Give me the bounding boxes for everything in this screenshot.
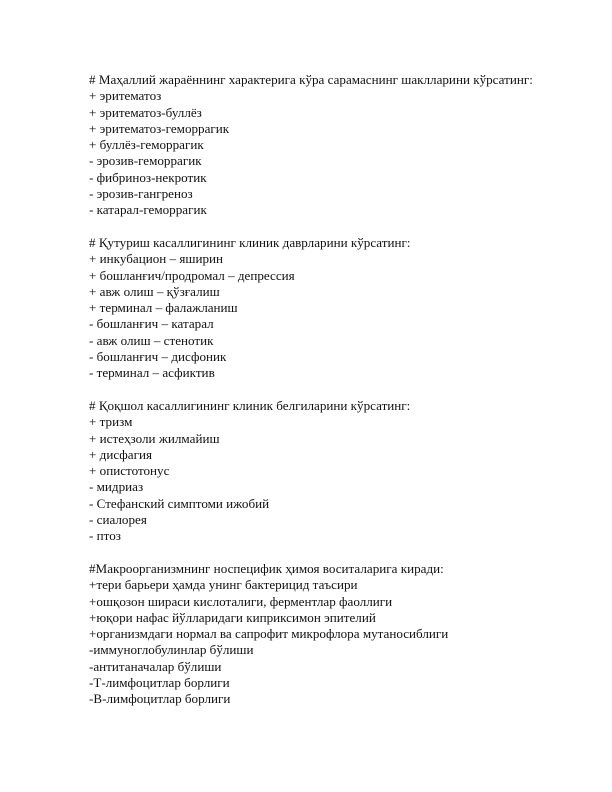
answer-option: +юқори нафас йўлларидаги киприксимон эпителий — [89, 609, 376, 625]
answer-option: - сиалорея — [89, 512, 147, 528]
answer-option: - мидриаз — [89, 479, 144, 495]
answer-option: - катарал-геморрагик — [89, 202, 207, 218]
question-block-3 — [89, 398, 549, 545]
answer-option: +ошқозон шираси кислоталиги, ферментлар фаоллиги — [89, 593, 393, 609]
answer-option: + истеҳзоли жилмайиш — [89, 430, 220, 446]
answer-option: - авж олиш – стенотик — [89, 332, 214, 348]
answer-option: - Стефанский симптоми ижобий — [89, 495, 270, 511]
answer-option: + бошланғич/продромал – депрессия — [89, 267, 295, 283]
answer-option: +организмдаги нормал ва сапрофит микрофлора мутаносиблиги — [89, 626, 449, 642]
answer-option: - эрозив-геморрагик — [89, 153, 202, 169]
answer-option: - бошланғич – катарал — [89, 316, 214, 332]
answer-option: -антитаначалар бўлиши — [89, 658, 222, 674]
answer-option: - фибриноз-некротик — [89, 169, 207, 185]
answer-option: - эрозив-гангреноз — [89, 186, 193, 202]
question-block-1 — [89, 72, 549, 219]
answer-option: -В-лимфоцитлар борлиги — [89, 691, 231, 707]
answer-option: + эритематоз — [89, 88, 162, 104]
answer-option: - птоз — [89, 528, 121, 544]
question-text: # Маҳаллий жараённинг характерига кўра сарамаснинг шаклларини кўрсатинг: — [89, 72, 533, 87]
answer-option: + опистотонус — [89, 463, 170, 479]
answer-option: - терминал – асфиктив — [89, 365, 215, 381]
question-text: # Қоқшол касаллигининг клиник белгиларини кўрсатинг: — [89, 397, 411, 413]
answer-option: + дисфагия — [89, 446, 152, 462]
answer-option: + эритематоз-геморрагик — [89, 120, 230, 136]
answer-option: -Т-лимфоцитлар борлиги — [89, 674, 230, 690]
answer-option: + инкубацион – яширин — [89, 251, 224, 267]
answer-option: + эритематоз-буллёз — [89, 104, 202, 120]
document-text — [89, 72, 549, 708]
question-text: # Қутуриш касаллигининг клиник даврларини кўрсатинг: — [89, 234, 411, 250]
answer-option: + терминал – фалажланиш — [89, 300, 238, 316]
answer-option: -иммуноглобулинлар бўлиши — [89, 642, 254, 658]
answer-option: +тери барьери ҳамда унинг бактерицид таъсири — [89, 577, 358, 593]
question-block-4 — [89, 561, 549, 708]
answer-option: + тризм — [89, 414, 133, 430]
answer-option: - бошланғич – дисфоник — [89, 349, 227, 365]
answer-option: + буллёз-геморрагик — [89, 137, 204, 153]
answer-option: + авж олиш – қўзғалиш — [89, 283, 220, 299]
question-block-2 — [89, 235, 549, 382]
question-text: #Макроорганизмнинг носпецифик ҳимоя воситаларига киради: — [89, 560, 444, 576]
